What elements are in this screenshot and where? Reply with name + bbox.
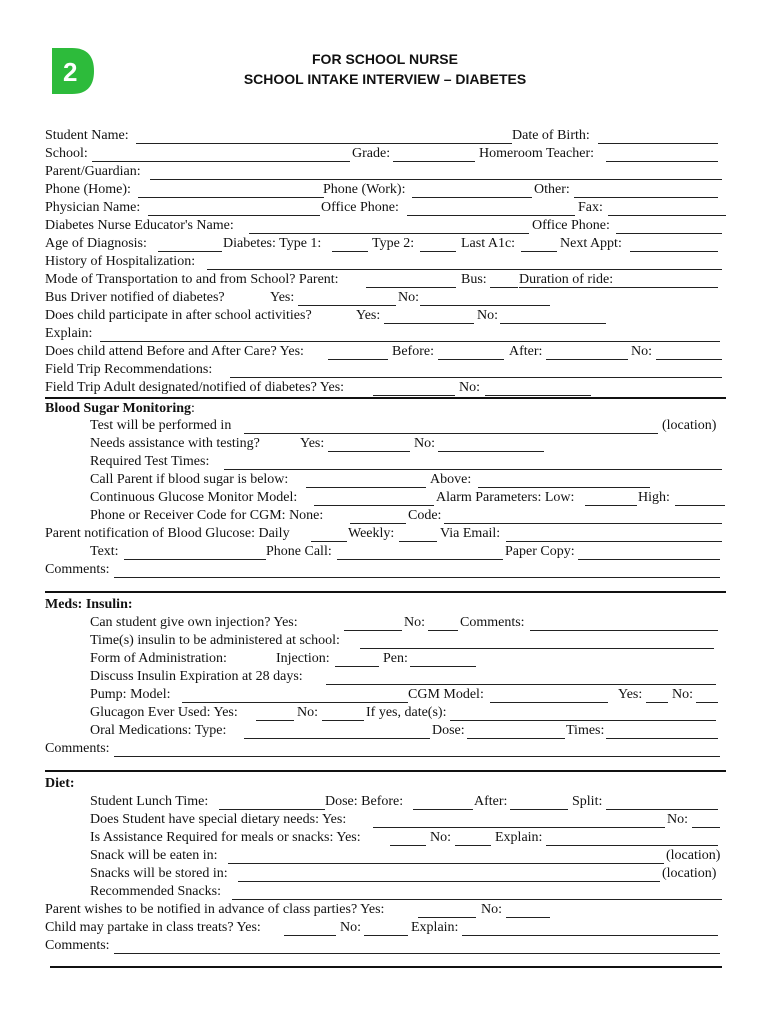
physician-label: Physician Name: — [45, 200, 141, 215]
special-needs-no-label: No: — [667, 812, 688, 827]
student-name-field[interactable] — [136, 143, 512, 144]
treats-no-field[interactable] — [364, 935, 408, 936]
bus-driver-yes-label: Yes: — [270, 290, 295, 305]
oral-dose-field[interactable] — [467, 738, 565, 739]
treats-explain-field[interactable] — [462, 935, 718, 936]
other-field[interactable] — [574, 197, 718, 198]
parties-no-label: No: — [481, 902, 502, 917]
assist-no-label: No: — [430, 830, 451, 845]
care-no-label: No: — [631, 344, 652, 359]
above-label: Above: — [430, 472, 472, 487]
oral-times-field[interactable] — [606, 738, 718, 739]
educator-label: Diabetes Nurse Educator's Name: — [45, 218, 234, 233]
test-location-label: Test will be performed in — [90, 418, 232, 433]
type1-field[interactable] — [332, 251, 368, 252]
field-trip-no-label: No: — [459, 380, 480, 395]
homeroom-field[interactable] — [606, 161, 718, 162]
dob-field[interactable] — [598, 143, 718, 144]
bus-label: Bus: — [461, 272, 487, 287]
pump-model-field[interactable] — [182, 702, 408, 703]
call-parent-below-field[interactable] — [306, 487, 426, 488]
via-email-field[interactable] — [506, 541, 722, 542]
educator-field[interactable] — [249, 233, 529, 234]
notify-daily-field[interactable] — [311, 541, 347, 542]
field-trip-no-field[interactable] — [485, 395, 591, 396]
after-activities-yes-label: Yes: — [356, 308, 381, 323]
care-yes-field[interactable] — [328, 359, 388, 360]
section-divider — [45, 397, 726, 399]
assist-yes-field[interactable] — [390, 845, 426, 846]
office-phone-field[interactable] — [407, 215, 575, 216]
a1c-label: Last A1c: — [461, 236, 516, 251]
dose-before-field[interactable] — [413, 809, 473, 810]
svg-text:2: 2 — [63, 57, 78, 87]
care-before-label: Before: — [392, 344, 434, 359]
field-trip-yes-field[interactable] — [373, 395, 455, 396]
needs-assist-no-label: No: — [414, 436, 435, 451]
assist-no-field[interactable] — [455, 845, 491, 846]
own-injection-no-field[interactable] — [428, 630, 458, 631]
lunch-time-label: Student Lunch Time: — [90, 794, 209, 809]
next-appt-field[interactable] — [630, 251, 718, 252]
bottom-rule — [50, 966, 722, 968]
bs-comments-label: Comments: — [45, 562, 110, 577]
duration-label: Duration of ride: — [519, 272, 614, 287]
glucagon-dates-label: If yes, date(s): — [366, 705, 447, 720]
after-activities-no-field[interactable] — [500, 323, 606, 324]
explain-field[interactable] — [100, 341, 720, 342]
age-dx-field[interactable] — [158, 251, 222, 252]
required-times-field[interactable] — [224, 469, 722, 470]
own-injection-label: Can student give own injection? Yes: — [90, 615, 298, 630]
assist-meals-label: Is Assistance Required for meals or snacks: Yes: — [90, 830, 361, 845]
section-divider — [45, 591, 726, 593]
alarm-low-field[interactable] — [585, 505, 637, 506]
parent-field[interactable] — [150, 179, 722, 180]
glucagon-label: Glucagon Ever Used: Yes: — [90, 705, 238, 720]
oral-times-label: Times: — [566, 723, 605, 738]
glucagon-no-field[interactable] — [322, 720, 364, 721]
diet-comments-label: Comments: — [45, 938, 110, 953]
cgm-no-field[interactable] — [696, 702, 718, 703]
parent-label: Parent/Guardian: — [45, 164, 141, 179]
discuss-expiration-label: Discuss Insulin Expiration at 28 days: — [90, 669, 303, 684]
needs-assist-yes-label: Yes: — [300, 436, 325, 451]
cgm-yes-field[interactable] — [646, 702, 668, 703]
glucagon-no-label: No: — [297, 705, 318, 720]
cgm-model2-label: CGM Model: — [408, 687, 484, 702]
glucagon-dates-field[interactable] — [450, 720, 716, 721]
phone-home-field[interactable] — [138, 197, 324, 198]
snack-stored-suffix: (location) — [662, 866, 717, 881]
via-email-label: Via Email: — [440, 526, 501, 541]
blood-sugar-heading: Blood Sugar Monitoring: — [45, 401, 195, 416]
needs-assist-no-field[interactable] — [438, 451, 544, 452]
recommended-snacks-label: Recommended Snacks: — [90, 884, 222, 899]
assist-explain-label: Explain: — [495, 830, 543, 845]
alarm-high-label: High: — [638, 490, 670, 505]
after-activities-label: Does child participate in after school activities? — [45, 308, 312, 323]
above-field[interactable] — [478, 487, 650, 488]
grade-field[interactable] — [393, 161, 475, 162]
injection-label: Injection: — [276, 651, 330, 666]
student-name-label: Student Name: — [45, 128, 129, 143]
pump-model-label: Pump: Model: — [90, 687, 171, 702]
lunch-time-field[interactable] — [219, 809, 325, 810]
bus-driver-no-field[interactable] — [420, 305, 550, 306]
form-title-line1: FOR SCHOOL NURSE — [312, 51, 458, 67]
after-activities-no-label: No: — [477, 308, 498, 323]
type2-field[interactable] — [420, 251, 456, 252]
form-admin-label: Form of Administration: — [90, 651, 227, 666]
test-location-field[interactable] — [244, 433, 658, 434]
required-times-label: Required Test Times: — [90, 454, 210, 469]
type2-label: Type 2: — [372, 236, 415, 251]
bus-field[interactable] — [490, 287, 518, 288]
pen-label: Pen: — [383, 651, 408, 666]
field-trip-rec-field[interactable] — [230, 377, 722, 378]
oral-type-field[interactable] — [244, 738, 430, 739]
fax-field[interactable] — [608, 215, 726, 216]
phone-work-field[interactable] — [412, 197, 532, 198]
treats-label: Child may partake in class treats? Yes: — [45, 920, 261, 935]
homeroom-label: Homeroom Teacher: — [479, 146, 594, 161]
history-label: History of Hospitalization: — [45, 254, 196, 269]
parties-no-field[interactable] — [506, 917, 550, 918]
next-appt-label: Next Appt: — [560, 236, 622, 251]
physician-field[interactable] — [148, 215, 320, 216]
diet-heading: Diet: — [45, 776, 75, 791]
fax-label: Fax: — [578, 200, 603, 215]
type1-label: Diabetes: Type 1: — [223, 236, 322, 251]
cgm-yes-label: Yes: — [618, 687, 643, 702]
assist-explain-field[interactable] — [546, 845, 718, 846]
snack-stored-label: Snacks will be stored in: — [90, 866, 228, 881]
own-injection-yes-field[interactable] — [344, 630, 402, 631]
before-after-care-label: Does child attend Before and After Care? Yes: — [45, 344, 304, 359]
pen-field[interactable] — [410, 666, 476, 667]
age-dx-label: Age of Diagnosis: — [45, 236, 147, 251]
section-divider — [45, 770, 726, 772]
own-injection-comments-field[interactable] — [530, 630, 718, 631]
dose-after-label: After: — [474, 794, 508, 809]
oral-dose-label: Dose: — [432, 723, 465, 738]
text-field[interactable] — [124, 559, 266, 560]
own-injection-comments-label: Comments: — [460, 615, 525, 630]
special-needs-label: Does Student have special dietary needs: Yes: — [90, 812, 347, 827]
needs-assist-yes-field[interactable] — [328, 451, 410, 452]
test-location-suffix: (location) — [662, 418, 717, 433]
diet-comments-field[interactable] — [114, 953, 720, 954]
dob-label: Date of Birth: — [512, 128, 590, 143]
weekly-label: Weekly: — [348, 526, 395, 541]
parties-yes-field[interactable] — [418, 917, 476, 918]
care-no-field[interactable] — [656, 359, 722, 360]
receiver-code-label: Phone or Receiver Code for CGM: None: — [90, 508, 324, 523]
field-trip-rec-label: Field Trip Recommendations: — [45, 362, 213, 377]
snack-stored-field[interactable] — [238, 881, 660, 882]
bus-driver-label: Bus Driver notified of diabetes? — [45, 290, 225, 305]
care-before-field[interactable] — [438, 359, 504, 360]
treats-no-label: No: — [340, 920, 361, 935]
educator-office-label: Office Phone: — [532, 218, 610, 233]
injection-field[interactable] — [335, 666, 379, 667]
discuss-expiration-field[interactable] — [326, 684, 716, 685]
code-label: Code: — [408, 508, 442, 523]
other-label: Other: — [534, 182, 570, 197]
snack-eaten-suffix: (location) — [666, 848, 721, 863]
form-title-line2: SCHOOL INTAKE INTERVIEW – DIABETES — [243, 71, 527, 87]
after-activities-yes-field[interactable] — [384, 323, 474, 324]
bus-driver-yes-field[interactable] — [298, 305, 396, 306]
receiver-none-field[interactable] — [350, 523, 406, 524]
duration-field[interactable] — [519, 287, 718, 288]
alarm-high-field[interactable] — [675, 505, 725, 506]
split-label: Split: — [572, 794, 603, 809]
snack-eaten-label: Snack will be eaten in: — [90, 848, 218, 863]
meds-heading: Meds: Insulin: — [45, 597, 133, 612]
treats-explain-label: Explain: — [411, 920, 459, 935]
own-injection-no-label: No: — [404, 615, 425, 630]
insulin-times-label: Time(s) insulin to be administered at school: — [90, 633, 340, 648]
cgm-model-label: Continuous Glucose Monitor Model: — [90, 490, 298, 505]
phone-work-label: Phone (Work): — [323, 182, 406, 197]
treats-yes-field[interactable] — [284, 935, 336, 936]
cgm-model-field[interactable] — [314, 505, 434, 506]
special-needs-yes-field[interactable] — [373, 827, 665, 828]
special-needs-no-field[interactable] — [692, 827, 720, 828]
call-parent-label: Call Parent if blood sugar is below: — [90, 472, 289, 487]
paper-copy-label: Paper Copy: — [505, 544, 575, 559]
code-field[interactable] — [444, 523, 722, 524]
bus-driver-no-label: No: — [398, 290, 419, 305]
split-field[interactable] — [606, 809, 718, 810]
insulin-times-field[interactable] — [360, 648, 714, 649]
snack-eaten-field[interactable] — [228, 863, 664, 864]
phone-call-label: Phone Call: — [266, 544, 332, 559]
a1c-field[interactable] — [521, 251, 557, 252]
transport-label: Mode of Transportation to and from School? Parent: — [45, 272, 339, 287]
glucagon-yes-field[interactable] — [256, 720, 294, 721]
grade-label: Grade: — [352, 146, 391, 161]
notify-weekly-field[interactable] — [399, 541, 437, 542]
phone-call-field[interactable] — [337, 559, 503, 560]
care-after-label: After: — [509, 344, 543, 359]
parties-label: Parent wishes to be notified in advance of class parties? Yes: — [45, 902, 385, 917]
meds-comments-label: Comments: — [45, 741, 110, 756]
cgm-model2-field[interactable] — [490, 702, 608, 703]
needs-assist-label: Needs assistance with testing? — [90, 436, 260, 451]
explain-label: Explain: — [45, 326, 93, 341]
alarm-low-label: Alarm Parameters: Low: — [436, 490, 575, 505]
cgm-no-label: No: — [672, 687, 693, 702]
field-trip-adult-label: Field Trip Adult designated/notified of diabetes? Yes: — [45, 380, 345, 395]
recommended-snacks-field[interactable] — [232, 899, 722, 900]
school-label: School: — [45, 146, 88, 161]
dose-after-field[interactable] — [510, 809, 568, 810]
parent-notify-label: Parent notification of Blood Glucose: Daily — [45, 526, 290, 541]
meds-comments-field[interactable] — [114, 756, 720, 757]
history-field[interactable] — [207, 269, 722, 270]
bs-comments-field[interactable] — [114, 577, 720, 578]
dose-before-label: Dose: Before: — [325, 794, 404, 809]
oral-meds-label: Oral Medications: Type: — [90, 723, 227, 738]
educator-office-field[interactable] — [616, 233, 722, 234]
office-phone-label: Office Phone: — [321, 200, 399, 215]
school-field[interactable] — [92, 161, 350, 162]
paper-copy-field[interactable] — [578, 559, 720, 560]
transport-parent-field[interactable] — [366, 287, 456, 288]
text-label: Text: — [90, 544, 119, 559]
care-after-field[interactable] — [546, 359, 628, 360]
phone-home-label: Phone (Home): — [45, 182, 131, 197]
